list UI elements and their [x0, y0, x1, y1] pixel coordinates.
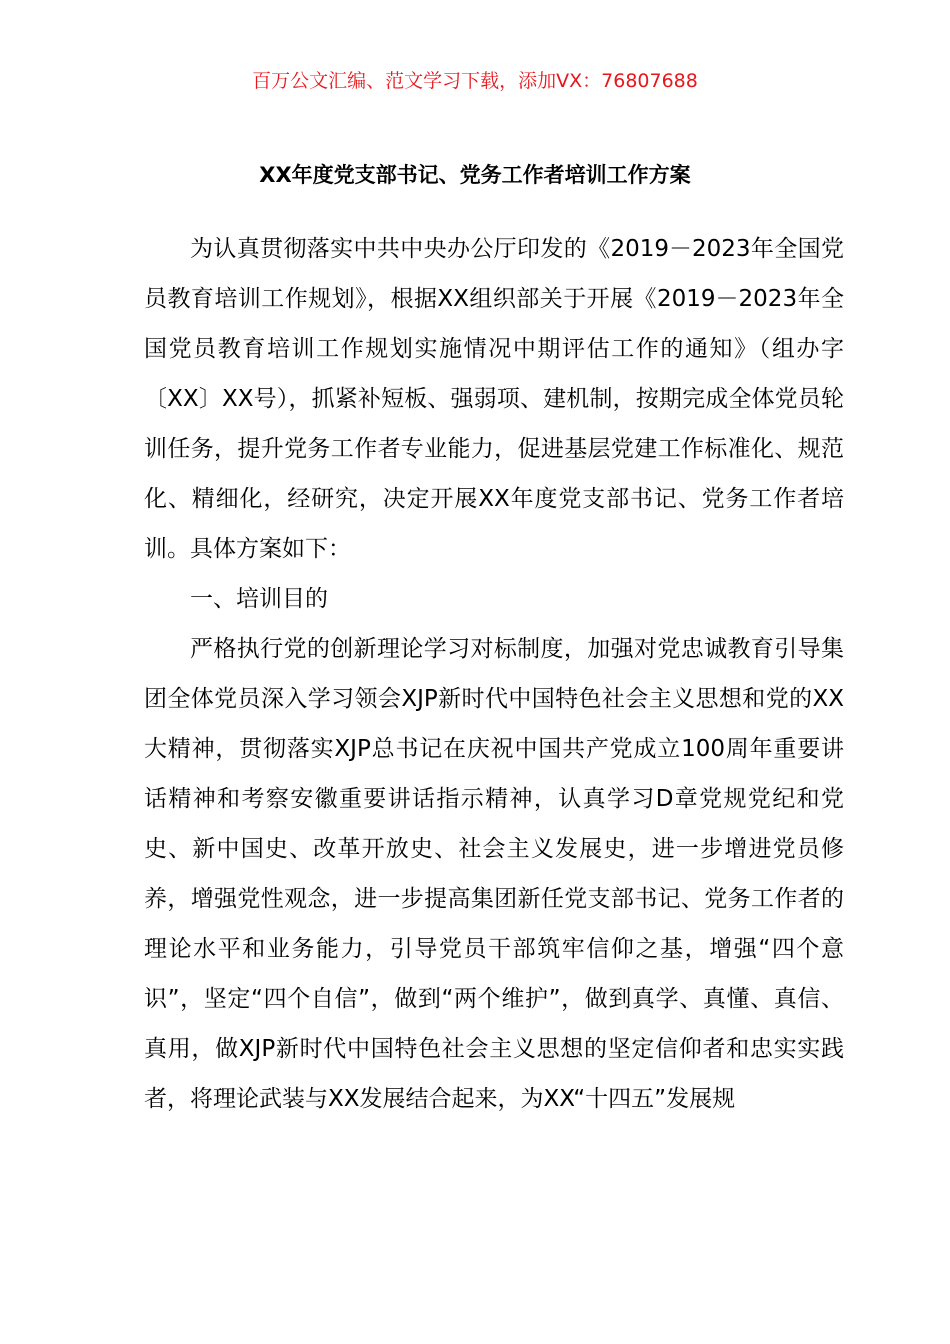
section-heading-purpose: 一、培训目的	[190, 586, 328, 612]
document-body	[144, 224, 844, 1124]
header-banner: 百万公文汇编、范文学习下载，添加VX：76807688	[252, 70, 698, 92]
intro-paragraph: 为认真贯彻落实中共中央办公厅印发的《2019－2023年全国党员教育培训工作规划》，根据XX组织部关于开展《2019－2023年全国党员教育培训工作规划实施情况中期评估工作的通知》（组办字〔XX〕XX号），抓紧补短板、强弱项、建机制，按期完成全体党员轮训任务，提升党务工作者专业能力，促进基层党建工作标准化、规范化、精细化，经研究，决定开展XX年度党支部书记、党务工作者培训。具体方案如下：	[144, 236, 844, 562]
document-title: XX年度党支部书记、党务工作者培训工作方案	[259, 163, 691, 187]
section-paragraph-purpose: 严格执行党的创新理论学习对标制度，加强对党忠诚教育引导集团全体党员深入学习领会XJP新时代中国特色社会主义思想和党的XX大精神，贯彻落实XJP总书记在庆祝中国共产党成立100周年重要讲话精神和考察安徽重要讲话指示精神，认真学习D章党规党纪和党史、新中国史、改革开放史、社会主义发展史，进一步增进党员修养，增强党性观念，进一步提高集团新任党支部书记、党务工作者的理论水平和业务能力，引导党员干部筑牢信仰之基，增强“四个意识”，坚定“四个自信”，做到“两个维护”，做到真学、真懂、真信、真用，做XJP新时代中国特色社会主义思想的坚定信仰者和忠实实践者，将理论武装与XX发展结合起来，为XX“十四五”发展规	[144, 636, 844, 1112]
